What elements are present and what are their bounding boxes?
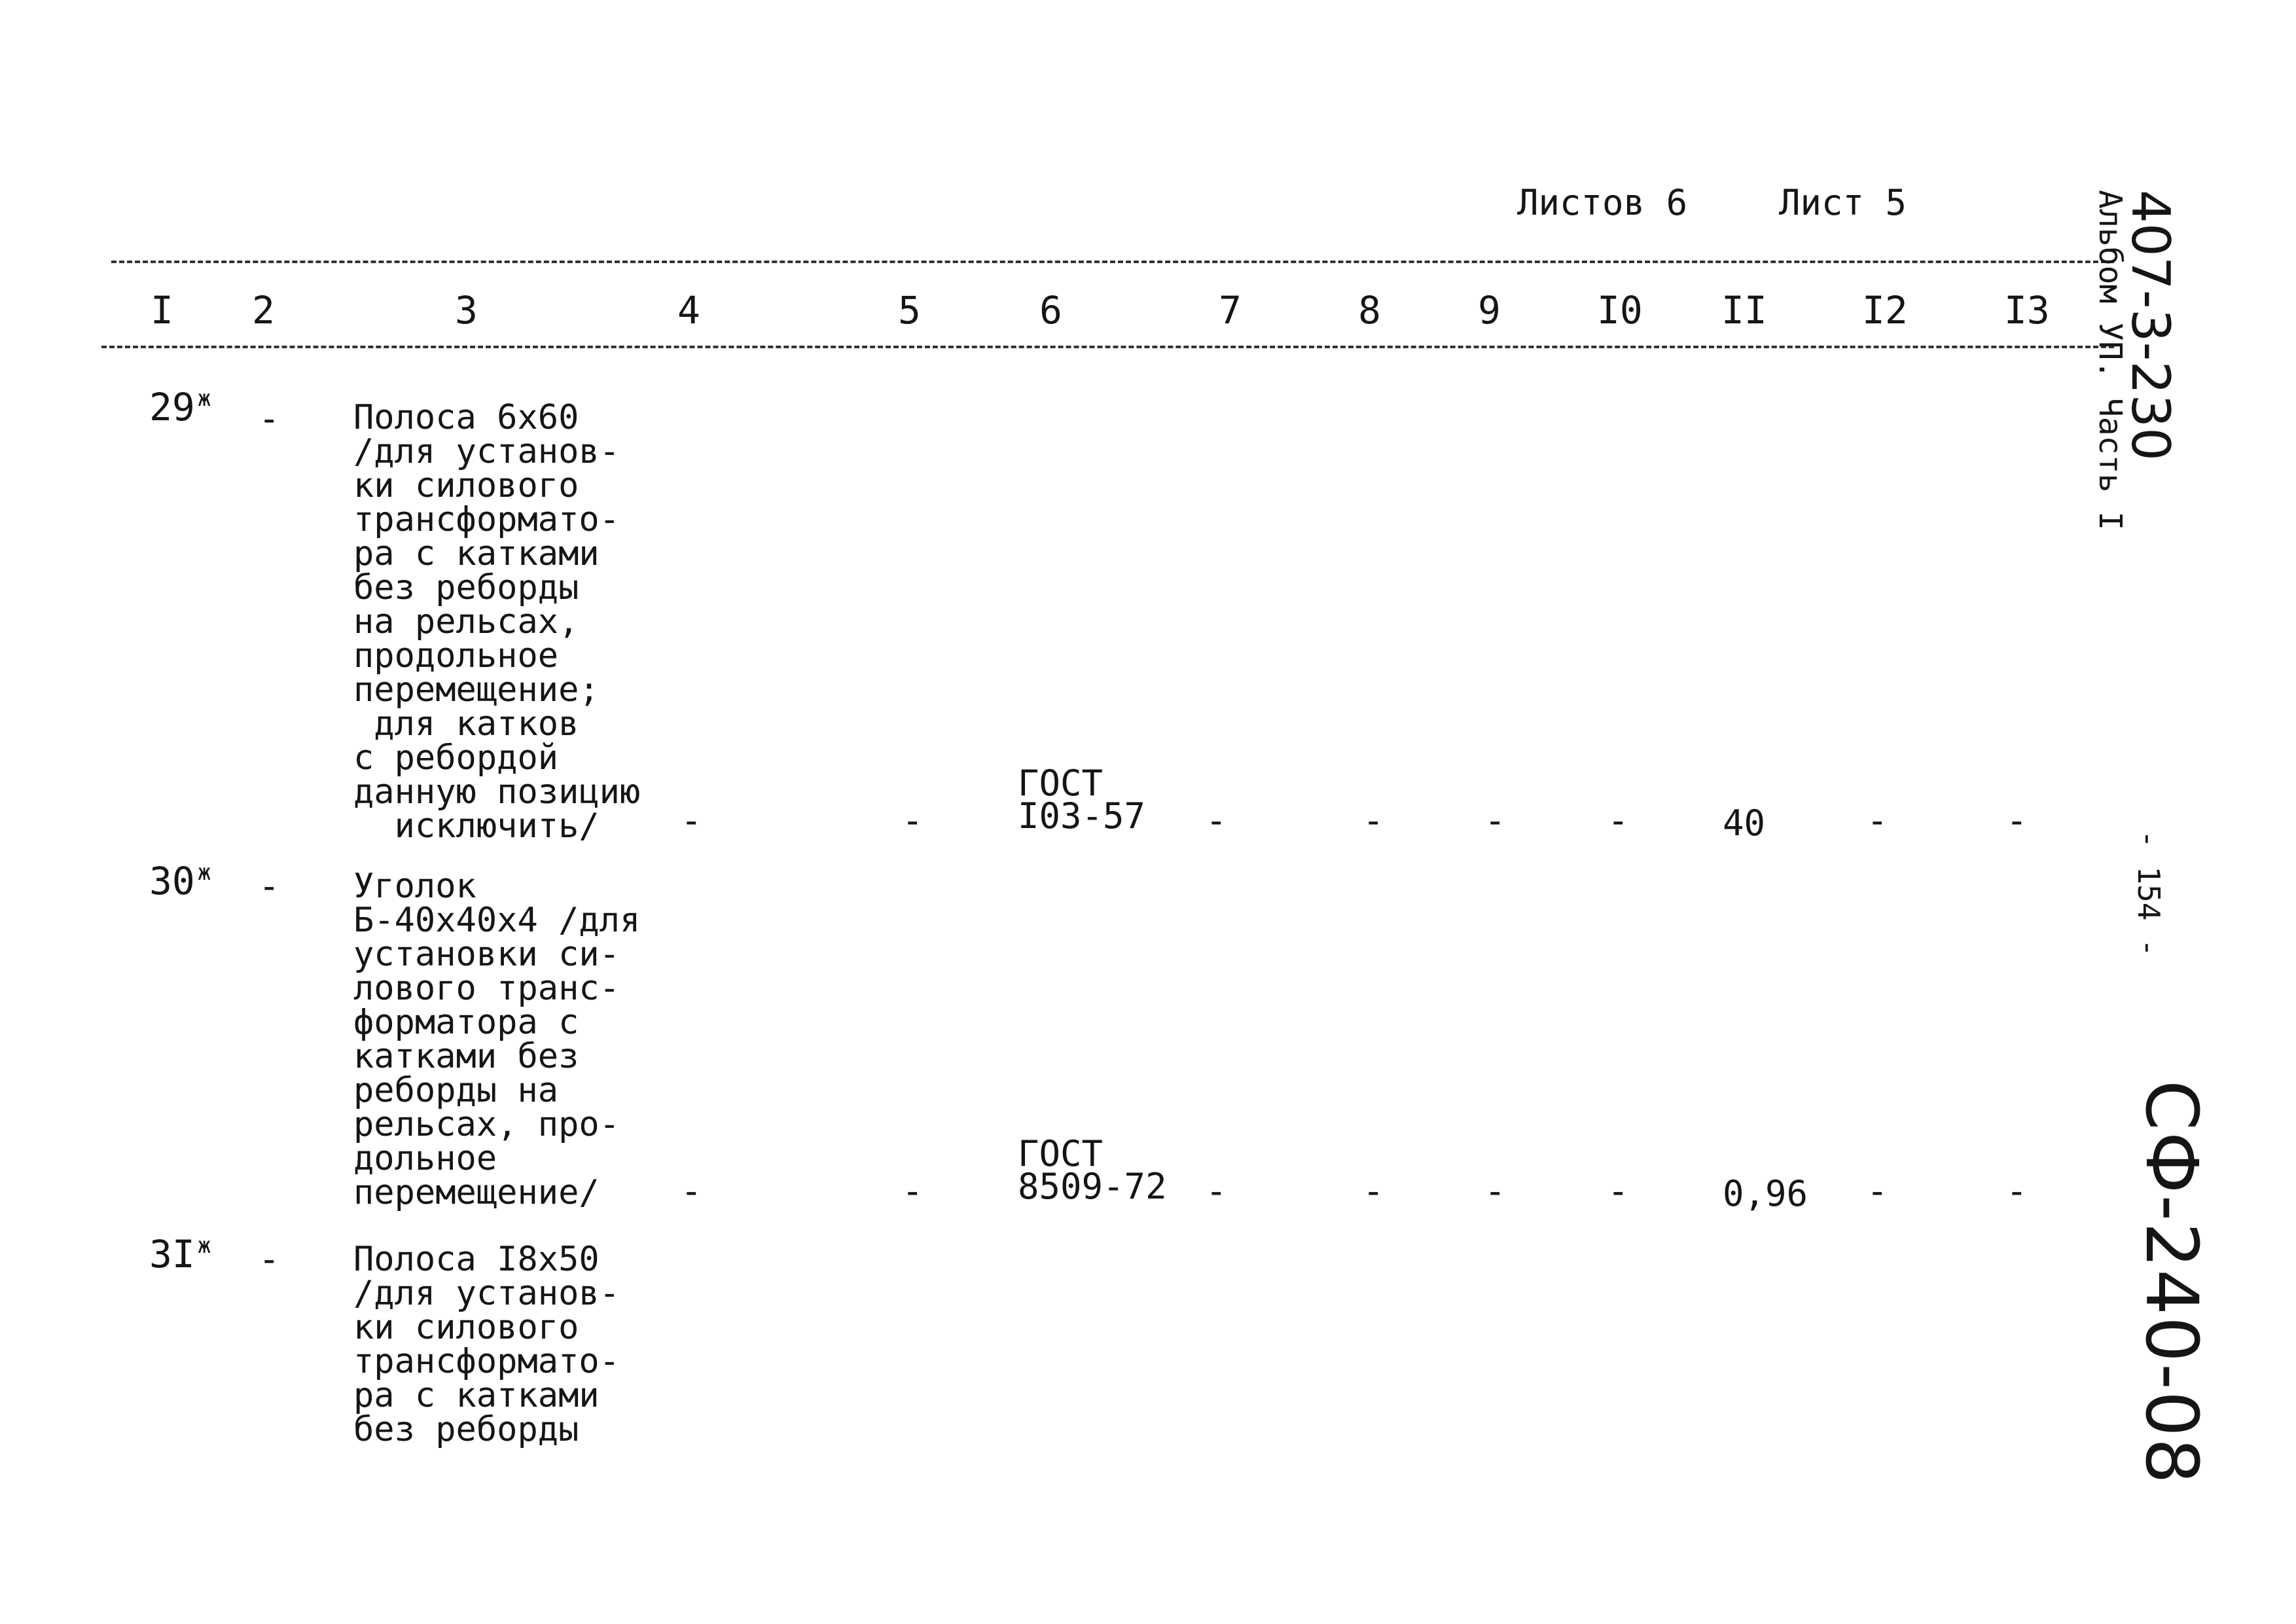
cell-col-2: - <box>259 398 280 439</box>
column-header-2: 2 <box>252 288 275 333</box>
side-document-code: СФ-240-08 <box>2130 1080 2214 1485</box>
cell-col-11-quantity: 0,96 <box>1723 1173 1808 1214</box>
revision-mark: ж <box>197 859 211 886</box>
cell-col-9: - <box>1484 1170 1506 1212</box>
cell-col-7: - <box>1206 800 1227 841</box>
table-top-rule <box>111 261 2114 263</box>
gost-standard: ГОСТ 8509-72 <box>1018 1133 1167 1207</box>
cell-col-2: - <box>259 1238 280 1280</box>
cell-col-12: - <box>1867 800 1888 841</box>
revision-mark: ж <box>197 1233 211 1259</box>
side-page-number: - 154 - <box>2131 830 2166 957</box>
cell-col-7: - <box>1206 1170 1227 1212</box>
column-header-11: II <box>1721 288 1767 333</box>
revision-mark: ж <box>197 386 211 412</box>
cell-col-10: - <box>1607 1170 1629 1212</box>
column-header-12: I2 <box>1862 288 1908 333</box>
table-header-rule <box>101 346 2114 348</box>
cell-col-11-quantity: 40 <box>1723 803 1766 844</box>
cell-col-4: - <box>681 800 702 841</box>
cell-col-4: - <box>681 1170 702 1212</box>
column-header-5: 5 <box>898 288 921 333</box>
cell-col-10: - <box>1607 800 1629 841</box>
cell-col-2: - <box>259 865 280 907</box>
cell-col-8: - <box>1363 1170 1384 1212</box>
cell-col-9: - <box>1484 800 1506 841</box>
side-stamp-project: 407-3-230 Альбом УП. Часть I <box>2092 190 2181 531</box>
side-stamp-album: Альбом УП. Часть I <box>2092 190 2128 531</box>
column-header-13: I3 <box>2004 288 2050 333</box>
cell-col-13: - <box>2006 1170 2028 1212</box>
item-description: Уголок Б-40х40х4 /для установки си- лового транс- форматора с катками без реборды на рельсах, про- дольное перемещение/ <box>353 867 641 1212</box>
cell-col-12: - <box>1867 1170 1888 1212</box>
column-header-6: 6 <box>1039 288 1062 333</box>
column-header-3: 3 <box>455 288 478 333</box>
column-header-10: I0 <box>1597 288 1643 333</box>
column-header-1: I <box>151 288 173 333</box>
cell-col-8: - <box>1363 800 1384 841</box>
row-number: 3I $^ж$ <box>149 1232 211 1276</box>
cell-col-5: - <box>902 1170 924 1212</box>
column-header-4: 4 <box>677 288 700 333</box>
sheets-total: Листов 6 <box>1517 182 1688 223</box>
row-number: 29 $^ж$ <box>149 385 211 429</box>
item-description: Полоса 6х60 /для установ- ки силового трансформато- ра с катками без реборды на рельсах, продольное перемещение; для катков с ребордой данную позицию исключить/ <box>353 398 641 846</box>
item-description: Полоса I8х50 /для установ- ки силового трансформато- ра с катками без реборды <box>353 1240 620 1449</box>
gost-standard: ГОСТ I03-57 <box>1018 763 1146 837</box>
cell-col-13: - <box>2006 800 2028 841</box>
cell-col-5: - <box>902 800 924 841</box>
row-number: 30 $^ж$ <box>149 859 211 903</box>
sheet-number: Лист 5 <box>1779 182 1907 223</box>
column-header-8: 8 <box>1358 288 1381 333</box>
column-header-7: 7 <box>1219 288 1242 333</box>
column-header-9: 9 <box>1478 288 1501 333</box>
